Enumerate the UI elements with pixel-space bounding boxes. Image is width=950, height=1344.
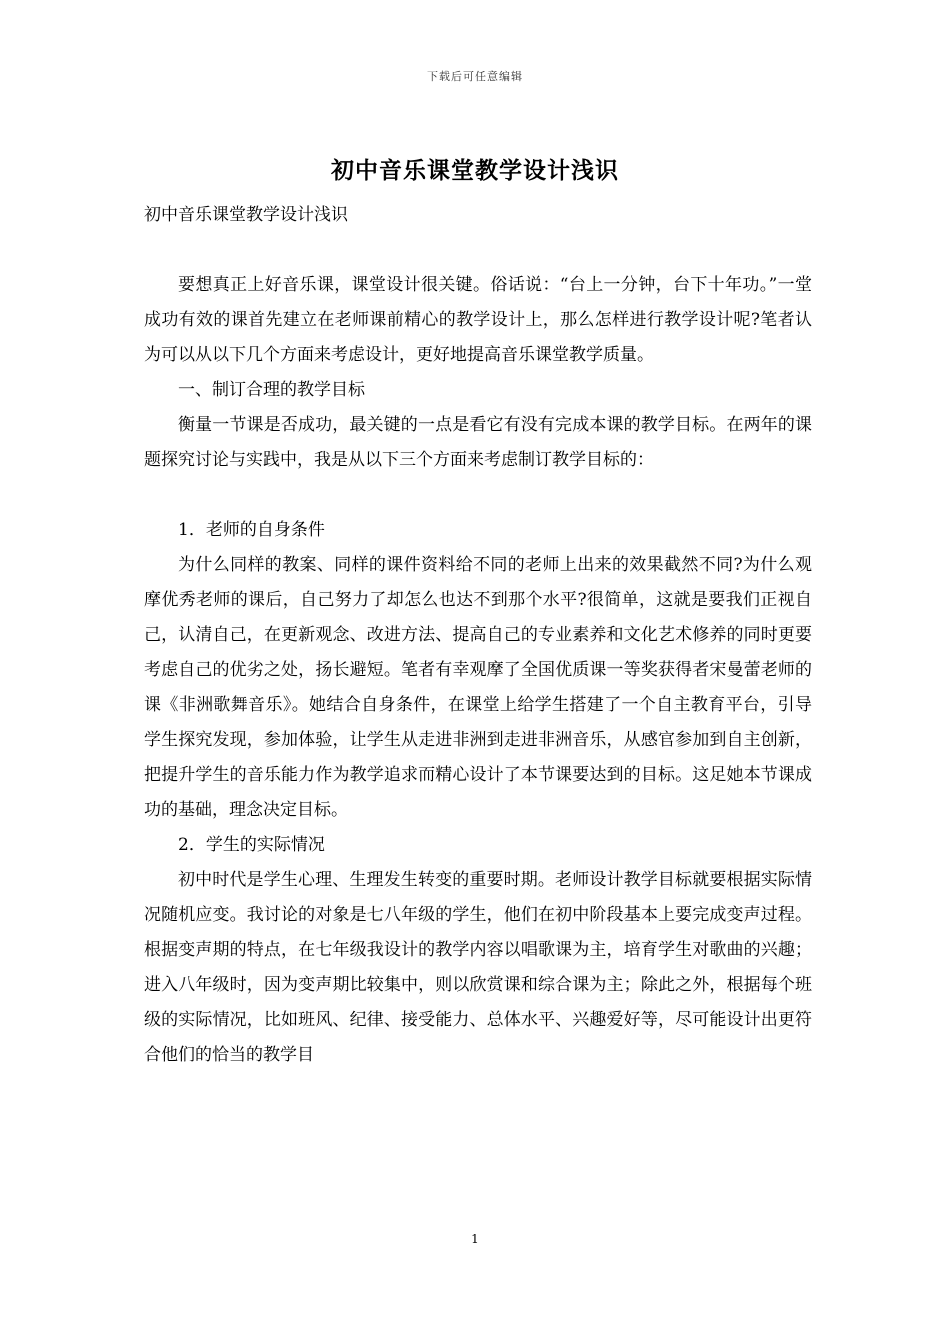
document-title: 初中音乐课堂教学设计浅识 [331,157,619,184]
document-subtitle: 初中音乐课堂教学设计浅识 [144,205,348,225]
paragraph-section-1: 衡量一节课是否成功，最关键的一点是看它有没有完成本课的教学目标。在两年的课题探究讨论与实践中，我是从以下三个方面来考虑制订教学目标的： [144,415,812,470]
section-heading-1: 一、制订合理的教学目标 [178,380,365,400]
document-body [144,198,812,1073]
paragraph-intro: 要想真正上好音乐课，课堂设计很关键。俗话说：“台上一分钟，台下十年功。”一堂成功有效的课首先建立在老师课前精心的教学设计上，那么怎样进行教学设计呢?笔者认为可以从以下几个方面来考虑设计，更好地提高音乐课堂教学质量。 [144,275,812,365]
header-note: 下载后可任意编辑 [427,70,523,83]
paragraph-subsection-1: 为什么同样的教案、同样的课件资料给不同的老师上出来的效果截然不同?为什么观摩优秀老师的课后，自己努力了却怎么也达不到那个水平?很简单，这就是要我们正视自己，认清自己，在更新观念、改进方法、提高自己的专业素养和文化艺术修养的同时更要考虑自己的优劣之处，扬长避短。笔者有幸观摩了全国优质课一等奖获得者宋曼蕾老师的课《非洲歌舞音乐》。她结合自身条件，在课堂上给学生搭建了一个自主教育平台，引导学生探究发现，参加体验，让学生从走进非洲到走进非洲音乐，从感官参加到自主创新，把提升学生的音乐能力作为教学追求而精心设计了本节课要达到的目标。这足她本节课成功的基础，理念决定目标。 [144,555,812,820]
page-number: 1 [471,1232,479,1246]
paragraph-subsection-2: 初中时代是学生心理、生理发生转变的重要时期。老师设计教学目标就要根据实际情况随机应变。我讨论的对象是七八年级的学生，他们在初中阶段基本上要完成变声过程。根据变声期的特点，在七年级我设计的教学内容以唱歌课为主，培育学生对歌曲的兴趣；进入八年级时，因为变声期比较集中，则以欣赏课和综合课为主；除此之外，根据每个班级的实际情况，比如班风、纪律、接受能力、总体水平、兴趣爱好等，尽可能设计出更符合他们的恰当的教学目 [144,870,812,1065]
subsection-heading-1: 1．老师的自身条件 [178,520,325,540]
subsection-heading-2: 2．学生的实际情况 [178,835,325,855]
